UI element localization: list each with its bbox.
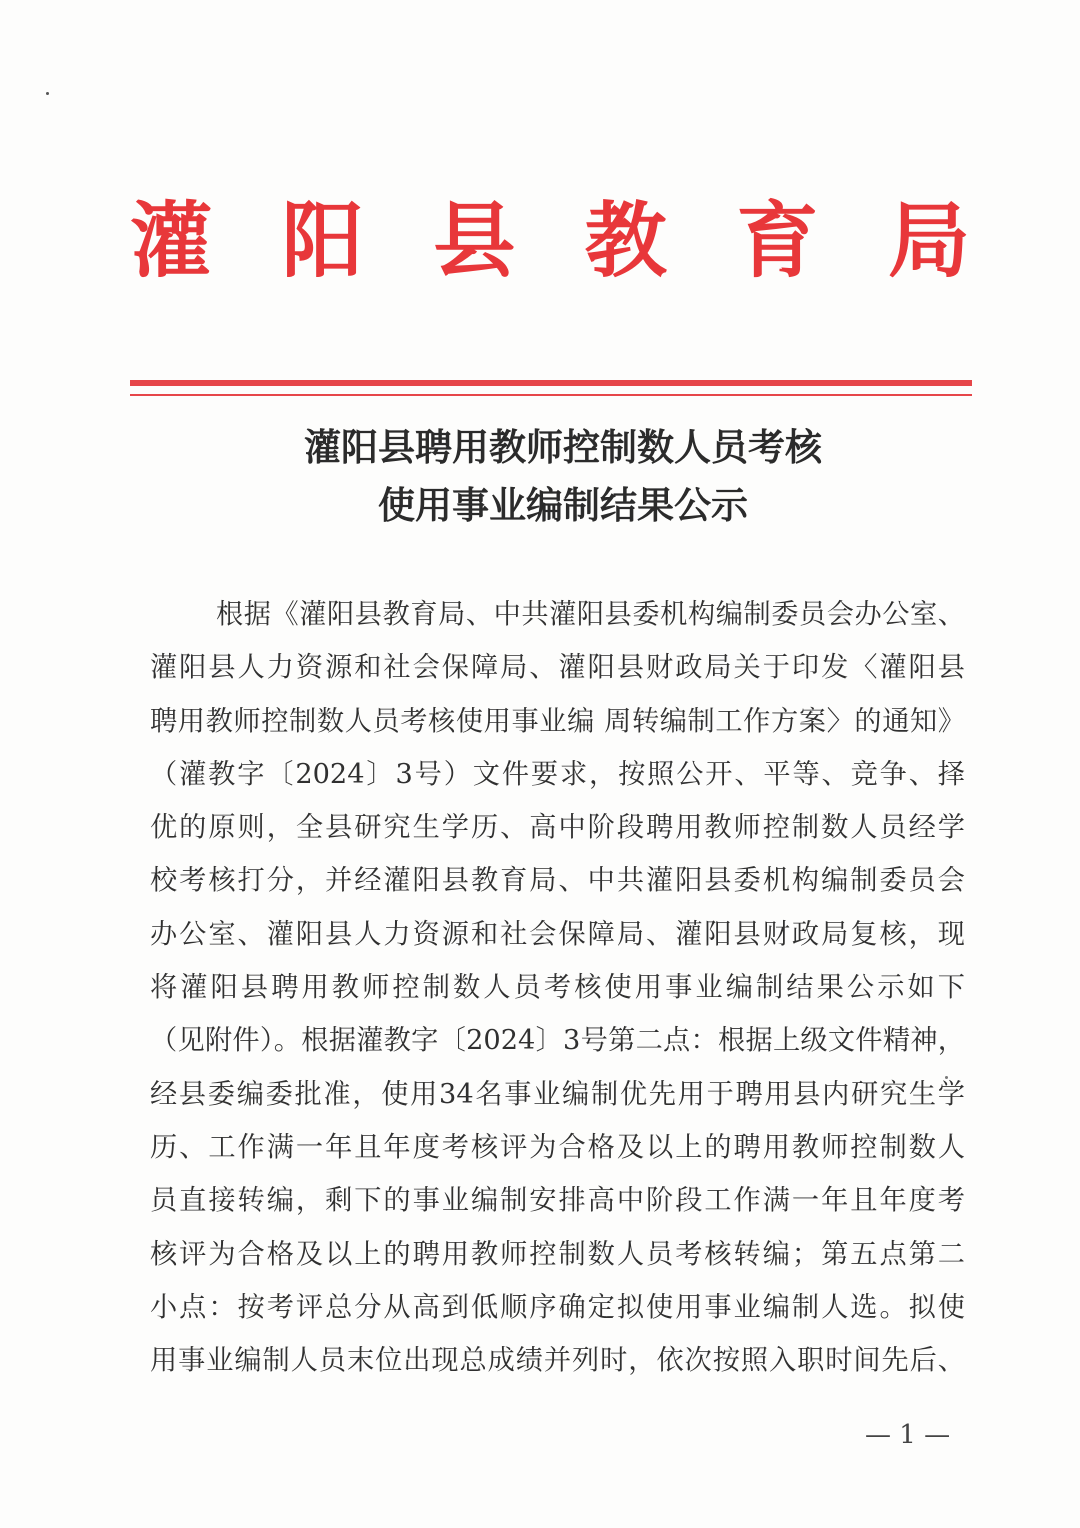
body-line: 核评为合格及以上的聘用教师控制数人员考核转编；第五点第二	[150, 1238, 965, 1270]
body-line: 灌阳县人力资源和社会保障局、灌阳县财政局关于印发〈灌阳县	[150, 652, 965, 684]
document-title	[100, 418, 1000, 534]
body-line: 办公室、灌阳县人力资源和社会保障局、灌阳县财政局复核，现	[150, 918, 965, 950]
body-line: （见附件）。根据灌教字〔2024〕3号第二点：根据上级文件精神，	[150, 1025, 965, 1057]
body-line: 校考核打分，并经灌阳县教育局、中共灌阳县委机构编制委员会	[150, 865, 965, 897]
body-line: 经县委编委批准，使用34名事业编制优先用于聘用县内研究生学	[150, 1078, 965, 1110]
red-divider-thin	[130, 394, 972, 396]
title-line-2: 使用事业编制结果公示	[378, 483, 748, 527]
title-line-1: 灌阳县聘用教师控制数人员考核	[304, 425, 822, 469]
issuer-char: 县	[433, 193, 516, 289]
body-line: 用事业编制人员末位出现总成绩并列时，依次按照入职时间先后、	[150, 1345, 965, 1377]
body-line: 员直接转编，剩下的事业编制安排高中阶段工作满一年且年度考	[150, 1185, 965, 1217]
issuer-char: 育	[736, 193, 819, 289]
body-line: 根据《灌阳县教育局、中共灌阳县委机构编制委员会办公室、	[216, 599, 965, 630]
body-paragraph	[150, 588, 965, 1387]
body-line: 历、工作满一年且年度考核评为合格及以上的聘用教师控制数人	[150, 1131, 965, 1163]
scan-speck	[46, 92, 49, 95]
issuer-char: 阳	[281, 193, 364, 289]
body-line: 小点：按考评总分从高到低顺序确定拟使用事业编制人选。拟使	[150, 1291, 965, 1323]
red-divider-thick	[130, 380, 972, 386]
issuer-char: 灌	[130, 193, 213, 289]
body-line: 聘用教师控制数人员考核使用事业编 周转编制工作方案〉的通知》	[150, 705, 965, 737]
body-line: （灌教字〔2024〕3号）文件要求，按照公开、平等、竞争、择	[150, 758, 965, 790]
issuer-header	[130, 186, 970, 296]
issuer-char: 教	[584, 193, 667, 289]
body-line: 优的原则，全县研究生学历、高中阶段聘用教师控制数人员经学	[150, 812, 965, 844]
issuer-char: 局	[887, 193, 970, 289]
body-line: 将灌阳县聘用教师控制数人员考核使用事业编制结果公示如下	[150, 972, 965, 1004]
page-number: — 1 —	[865, 1420, 951, 1450]
